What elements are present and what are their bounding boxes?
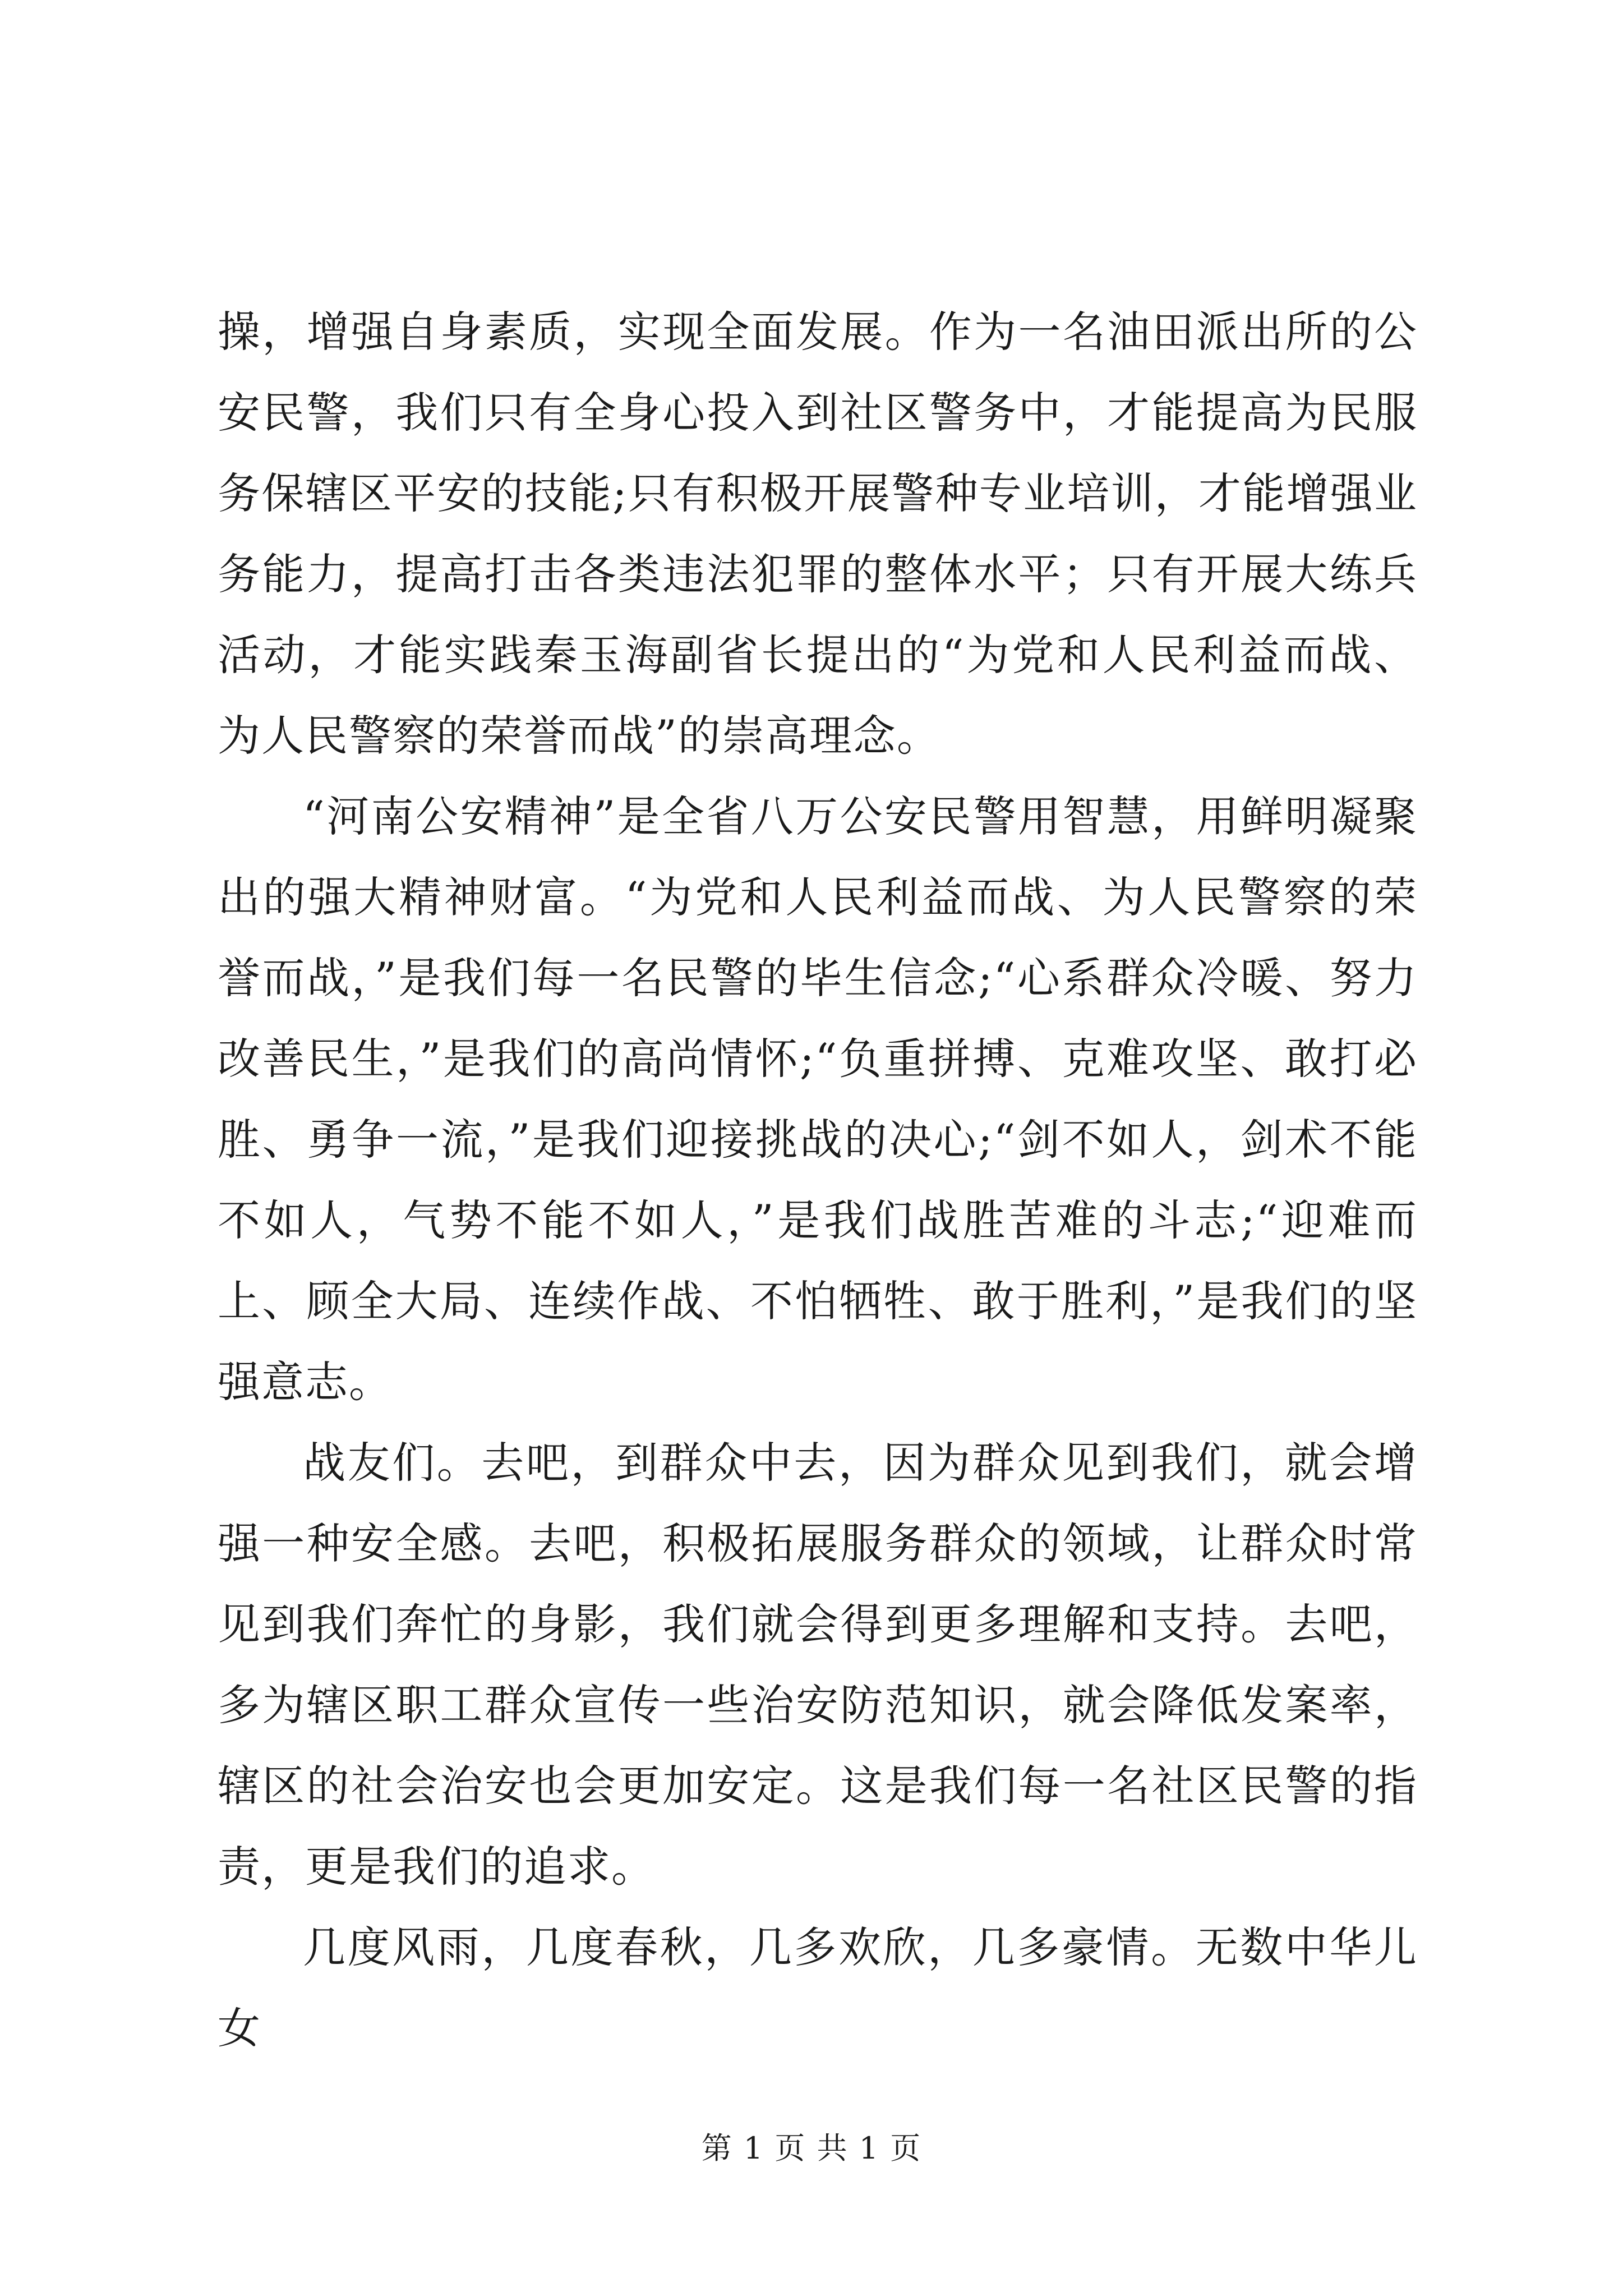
page-number-footer: 第 1 页 共 1 页 [701, 2131, 922, 2166]
paragraph-3: 战友们。去吧，到群众中去，因为群众见到我们，就会增强一种安全感。去吧，积极拓展服务群众的领域，让群众时常见到我们奔忙的身影，我们就会得到更多理解和支持。去吧，多为辖区职工群众宣传一些治安防范知识，就会降低发案率，辖区的社会治安也会更加安定。这是我们每一名社区民警的指责，更是我们的追求。 [218, 1438, 1418, 1892]
paragraph-1: 操，增强自身素质，实现全面发展。作为一名油田派出所的公安民警，我们只有全身心投入到社区警务中，才能提高为民服务保辖区平安的技能;只有积极开展警种专业培训，才能增强业务能力，提高打击各类违法犯罪的整体水平；只有开展大练兵活动，才能实践秦玉海副省长提出的“为党和人民利益而战、为人民警察的荣誉而战”的崇高理念。 [218, 307, 1418, 761]
document-body [218, 292, 1418, 2069]
paragraph-2: “河南公安精神”是全省八万公安民警用智慧，用鲜明凝聚出的强大精神财富。“为党和人民利益而战、为人民警察的荣誉而战，”是我们每一名民警的毕生信念;“心系群众冷暖、努力改善民生，”是我们的高尚情怀;“负重拼搏、克难攻坚、敢打必胜、勇争一流，”是我们迎接挑战的决心;“剑不如人，剑术不能不如人，气势不能不如人，”是我们战胜苦难的斗志;“迎难而上、顾全大局、连续作战、不怕牺牲、敢于胜利，”是我们的坚强意志。 [218, 792, 1418, 1407]
paragraph-4: 几度风雨，几度春秋，几多欢欣，几多豪情。无数中华儿女 [218, 1922, 1418, 2053]
